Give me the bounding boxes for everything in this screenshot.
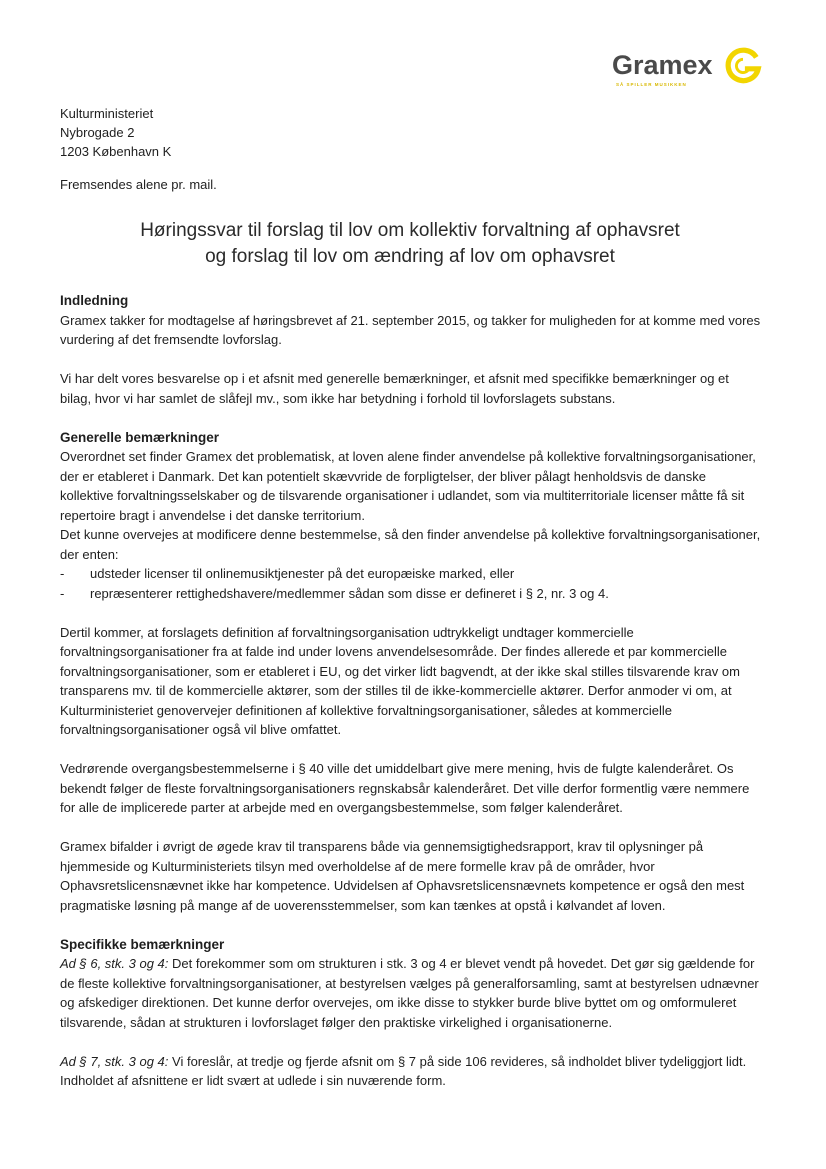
paragraph-text: Vi foreslår, at tredje og fjerde afsnit om § 7 på side 106 revideres, så indholdet bliver tydeliggjort lidt. Indholdet af afsnittene er lidt svært at udlede i sin nuværende form. <box>60 1053 747 1088</box>
section-heading-general: Generelle bemærkninger <box>60 429 220 445</box>
document-title <box>60 218 760 270</box>
bullet-mark: - <box>60 585 65 601</box>
address-line: Kulturministeriet <box>60 106 154 121</box>
title-line-1: Høringssvar til forslag til lov om kollektiv forvaltning af ophavsret <box>140 220 680 241</box>
paragraph: Gramex takker for modtagelse af høringsbrevet af 21. september 2015, og takker for muligheden for at komme med vores vurdering af det fremsendte lovforslag. <box>60 312 761 347</box>
document-body <box>60 291 762 1091</box>
list-item-text: repræsenterer rettighedshavere/medlemmer sådan som disse er defineret i § 2, nr. 3 og 4. <box>90 585 609 601</box>
paragraph: Gramex bifalder i øvrigt de øgede krav til transparens både via gennemsigtighedsrapport, krav til oplysninger på hjemmeside og Kulturministeriets tilsyn med overholdelse af de mere formelle krav på de områder, hvor Ophavsretslicensnævnet ikke har kompetence. Udvidelsen af Ophavsretslicensnævnets kompetence er også den mest pragmatiske løsning på mange af de uoverensstemmelser, som kan tænkes at opstå i kølvandet af loven. <box>60 839 745 913</box>
section-heading-intro: Indledning <box>60 293 129 308</box>
dash-list <box>60 564 762 603</box>
paragraph <box>60 954 762 1032</box>
logo-wordmark: Gramex <box>612 50 713 80</box>
gramex-g-icon <box>724 46 762 84</box>
bullet-mark: - <box>60 566 65 581</box>
paragraph: Det kunne overvejes at modificere denne bestemmelse, så den finder anvendelse på kollektive forvaltningsorganisationer, der enten: <box>60 527 761 562</box>
paragraph: Vi har delt vores besvarelse op i et afsnit med generelle bemærkninger, et afsnit med specifikke bemærkninger og et bilag, hvor vi har samlet de slåfejl mv., som ikke har betydning i forhold til lovforslagets substans. <box>60 371 729 406</box>
title-line-2: og forslag til lov om ændring af lov om ophavsret <box>205 246 615 267</box>
paragraph: Dertil kommer, at forslagets definition af forvaltningsorganisation udtrykkeligt undtager kommercielle forvaltningsorganisationer fra at falde ind under lovens anvendelsesområde. Der findes allerede et par kommercielle forvaltningsorganisationer, som er etableret i EU, og det virker lidt bagvendt, at der ikke skal stilles tilsvarende krav om transparens mv. til de kommercielle aktører, som der stilles til de ikke-kommercielle aktører. Derfor anmoder vi om, at Kulturministeriet genovervejer definitionen af kollektive forvaltningsorganisationer, således at kommercielle forvaltningsorganisationer også vil blive omfattet. <box>60 624 740 737</box>
logo-tagline: SÅ SPILLER MUSIKKEN <box>616 82 687 87</box>
list-item <box>60 564 762 584</box>
paragraph-text: Det forekommer som om strukturen i stk. 3 og 4 er blevet vendt på hovedet. Det gør sig gældende for de fleste kollektive forvaltningsorganisationer, at bestyrelsen vælges på generalforsamling, samt at bestyrelsen udnævner og afskediger direktionen. Det kunne derfor overvejes, om ikke disse to stykker burde blive byttet om og omformuleret tilsvarende, sådan at strukturen i lovforslaget følger den praktiske virkelighed i organisationerne. <box>60 956 759 1030</box>
gramex-logo <box>610 46 770 92</box>
paragraph <box>60 1052 762 1091</box>
list-item <box>60 584 762 604</box>
address-line: 1203 København K <box>60 144 172 159</box>
delivery-note: Fremsendes alene pr. mail. <box>60 177 217 192</box>
paragraph: Vedrørende overgangsbestemmelserne i § 40 ville det umiddelbart give mere mening, hvis de fulgte kalenderåret. Os bekendt følger de fleste forvaltningsorganisationers regnskabsår kalenderåret. Det ville derfor formentlig være nemmere for alle de implicerede parter at arbejde med en overgangsbestemmelse, som følger kalenderåret. <box>60 761 750 815</box>
list-item-text: udsteder licenser til onlinemusiktjenester på det europæiske marked, eller <box>90 566 515 581</box>
section-reference: Ad § 6, stk. 3 og 4: <box>60 956 169 971</box>
paragraph: Overordnet set finder Gramex det problematisk, at loven alene finder anvendelse på kollektive forvaltningsorganisationer, der er etableret i Danmark. Det kan potentielt skævvride de forpligtelser, der bliver pålagt henholdsvis de danske kollektive forvaltningsselskaber og de tilsvarende organisationer i udlandet, som via multiterritoriale licenser måtte få sit repertoire bragt i anvendelse i det danske territorium. <box>60 449 756 523</box>
section-heading-specific: Specifikke bemærkninger <box>60 936 225 952</box>
section-reference: Ad § 7, stk. 3 og 4: <box>60 1053 169 1069</box>
recipient-address <box>60 104 171 161</box>
address-line: Nybrogade 2 <box>60 125 135 140</box>
